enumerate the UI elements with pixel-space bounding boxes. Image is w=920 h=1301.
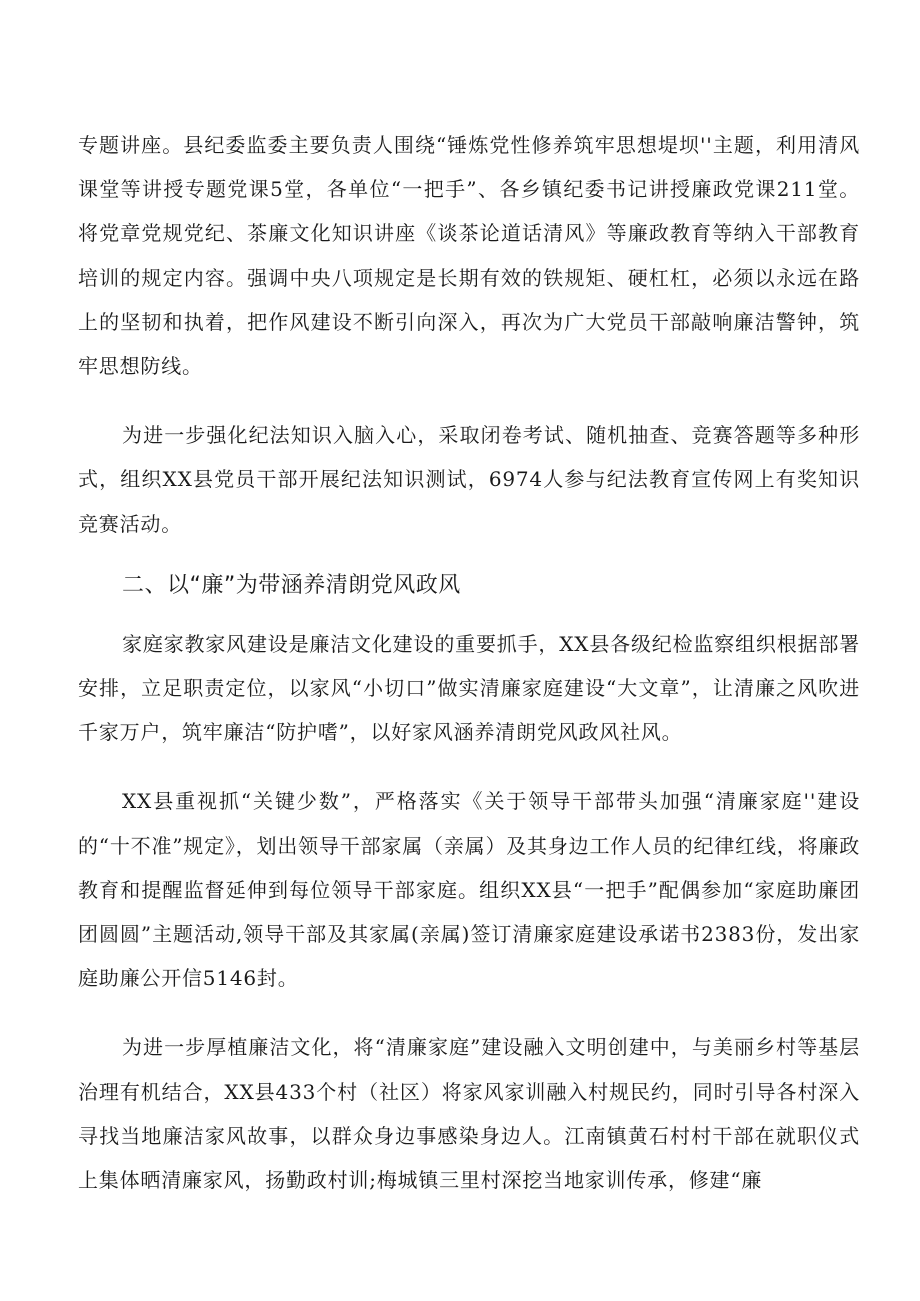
paragraph-knowledge-test: 为进一步强化纪法知识入脑入心，采取闭卷考试、随机抽查、竞赛答题等多种形式，组织XX县党员干部开展纪法知识测试，6974人参与纪法教育宣传网上有奖知识竞赛活动。 (78, 423, 860, 536)
paragraph-family-style: 家庭家教家风建设是廉洁文化建设的重要抓手，XX县各级纪检监察组织根据部署安排，立足职责定位，以家风“小切口”做实清廉家庭建设“大文章”，让清廉之风吹进千家万户，筑牢廉洁“防护嗜”，以好家风涵养清朗党风政风社风。 (78, 631, 860, 745)
paragraph-lecture: 专题讲座。县纪委监委主要负责人围绕“锤炼党性修养筑牢思想堤坝''主题，利用清风课堂等讲授专题党课5堂，各单位“一把手”、各乡镇纪委书记讲授廉政党课211堂。将党章党规党纪、茶廉文化知识讲座《谈茶论道话清风》等廉政教育等纳入干部教育培训的规定内容。强调中央八项规定是长期有效的铁规矩、硬杠杠，必须以永远在路上的坚韧和执着，把作风建设不断引向深入，再次为广大党员干部敲响廉洁警钟，筑牢思想防线。 (78, 133, 860, 379)
section-heading: 二、以“廉”为带涵养清朗党风政风 (122, 572, 461, 598)
paragraph-spacer (78, 754, 860, 779)
paragraph-key-minority: XX县重视抓“关键少数”，严格落实《关于领导干部带头加强“清廉家庭''建设的“十不准”规定》，划出领导干部家属（亲属）及其身边工作人员的纪律红线，将廉政教育和提醒监督延伸到每位领导干部家庭。组织XX县“一把手”配偶参加“家庭助廉团团圆圆”主题活动,领导干部及其家属(亲属)签订清廉家庭建设承诺书2383份，发出家庭助廉公开信5146封。 (78, 789, 860, 991)
document-body (78, 123, 860, 1202)
paragraph-clean-family: 为进一步厚植廉洁文化，将“清廉家庭”建设融入文明创建中，与美丽乡村等基层治理有机结合，XX县433个村（社区）将家风家训融入村规民约，同时引导各村深入寻找当地廉洁家风故事，以群众身边事感染身边人。江南镇黄石村村干部在就职仪式上集体晒清廉家风，扬勤政村训;梅城镇三里村深挖当地家训传承，修建“廉 (78, 1035, 860, 1193)
paragraph-spacer (78, 388, 860, 413)
paragraph-spacer (78, 1000, 860, 1025)
